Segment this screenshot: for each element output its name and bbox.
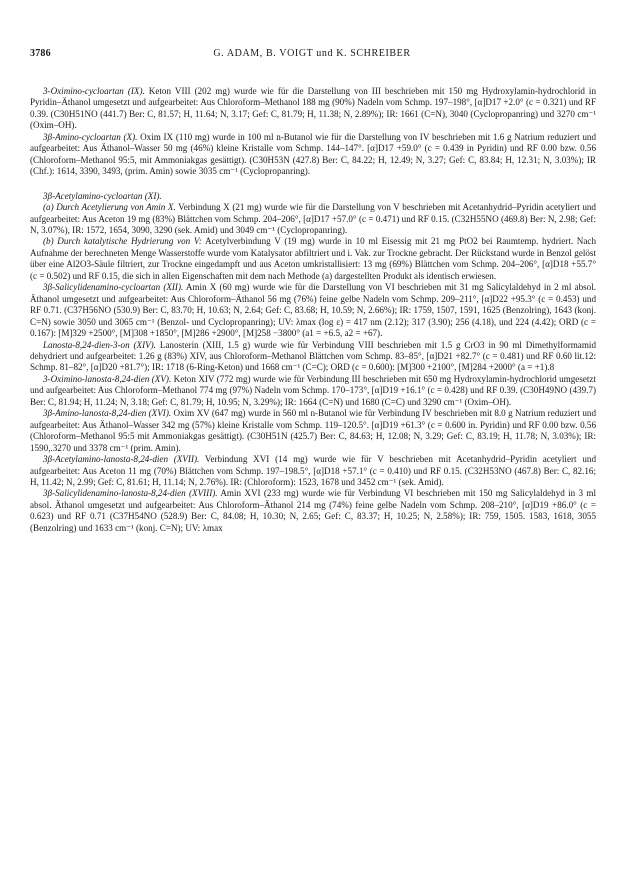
paragraph-text: Oxim IX (110 mg) wurde in 100 ml n-Butanol wie für die Darstellung von IV beschrieben mit 1.6 g Natrium reduziert und aufgearbeitet: Aus Äthanol–Wasser 50 mg (46%) kleine Kristalle vom Schmp. 144–147°. [α]D17 +59.0° (c = 0.439 in Pyridin) und RF 0.00 bzw. 0.56 (Chloroform–Methanol 95:5, mit Ammoniakgas gesättigt). (C30H53N (427.8) Ber: C, 84.22; H, 12.49; N, 3.27; Gef: C, 83.84; H, 12.31; N, 3.03%); IR (Chf.): 1614, 3390, 3493, (prim. Amin) sowie 3035 cm⁻¹ (Cyclopropanring). [30,131,596,177]
paragraph-text: Verbindung XVI (14 mg) wurde wie für V beschrieben mit Acetanhydrid–Pyridin acetyliert und aufgearbeitet: Aus Aceton 11 mg (70%) Blättchen vom Schmp. 197–198.5°, [α]D18 +57.1° (c = 0.410) und RF 0.15. (C32H53NO (467.8) Ber: C, 82.16; H, 11.42; N, 2.99; Gef: C, 81.61; H, 11.14; N, 2.76%). IR: (Chloroform): 1523, 1678 und 3452 cm⁻¹ (sek. Amid). [30,454,596,487]
method-heading: (a) Durch Acetylierung von Amin X. [43,202,176,213]
compound-heading: 3-Oximino-lanosta-8,24-dien (XV). [43,373,172,384]
paragraph-salicylidenamino-lanostadien [30,488,596,534]
paragraph-text: Amin XVI (233 mg) wurde wie für Verbindung VI beschrieben mit 150 mg Salicylaldehyd in 3 ml absol. Äthanol umgesetzt und aufgearbeitet: Aus Chloroform–Äthanol 214 mg (74%) feine gelbe Nadeln vom Schmp. 208–210°, [α]D19 +86.0° (c = 0.623) und RF 0.71 (C37H54NO (528.9) Ber: C, 84.08; H, 10.30; N, 2.65; Gef: C, 83.37; H, 10.25; N, 2.58%); IR: 759, 1505. 1583, 1618, 3055 (Benzolring) und 1633 cm⁻¹ (konj. C=N); UV: λmax [30,488,596,533]
paragraph-text: Keton VIII (202 mg) wurde wie für die Darstellung von III beschrieben mit 150 mg Hydroxylamin-hydrochlorid in Pyridin–Äthanol umgesetzt und aufgearbeitet: Aus Chloroform–Methanol 188 mg (90%) Nadeln vom Schmp. 197–198°, [α]D17 +2.0° (c = 0.321) und RF 0.39. (C30H51NO (441.7) Ber: C, 81.57; H, 11.64; N, 3.17; Gef: C, 81.79; H, 11.38; N, 2.89%); IR: 1661 (C=N), 3040 (Cyclopropanring) und 3270 cm⁻¹ (Oxim–OH). [30,86,597,131]
paragraph-oximino-cycloartan [30,86,596,132]
compound-heading: Lanosta-8,24-dien-3-on (XIV). [43,339,156,350]
compound-heading: 3-Oximino-cycloartan (IX). [43,86,145,96]
paragraph-acetylamino-cycloartan [30,191,596,202]
compound-heading: 3β-Acetylamino-cycloartan (XI). [43,190,162,201]
paragraph-text: Acetylverbindung V (19 mg) wurde in 10 ml Eisessig mit 21 mg PtO2 bei Raumtemp. hydriert. Nach Aufnahme der berechneten Menge Wasserstoffe wurde vom Katalysator abfiltriert und i. Vak. zur Trockne gebracht. Der Rückstand wurde in Benzol gelöst über eine Al2O3-Säule filtriert, zur Trockne eingedampft und aus Aceton umkristallisiert: 13 mg (69%) Blättchen vom Schmp. 204–206°, [α]D18 +55.7° (c = 0.502) und RF 0.15, die sich in allen Eigenschaften mit dem nach Methode (a) dargestellten Produkt als identisch erwiesen. [30,236,596,281]
paragraph-lanostadienone [30,340,596,374]
paragraph-text: Lanosterin (XIII, 1.5 g) wurde wie für Verbindung VIII beschrieben mit 1.5 g CrO3 in 90 ml Dimethylformamid dehydriert und aufgearbeitet: 1.26 g (83%) XIV, aus Chloroform–Methanol Blättchen vom Schmp. 83–85°, [α]D21 +82.7° (c = 0.481) und RF 0.60 lit.12: Schmp. 81–82°, [α]D20 +81.7°); IR: 1718 (6-Ring-Keton) und 1668 cm⁻¹ (C=C); ORD (c = 0.600): [M]300 +2100°, [M]284 +2000° (a = +1).8 [30,339,596,373]
running-title: G. ADAM, B. VOIGT und K. SCHREIBER [213,48,411,59]
page-body [30,86,596,534]
paragraph-acetylamino-lanostadien [30,454,596,488]
paragraph-method-b [30,236,596,282]
paragraph-method-a [30,202,596,236]
page-header [30,48,594,62]
compound-heading: 3β-Salicylidenamino-lanosta-8,24-dien (XVIII). [43,488,218,499]
paragraph-text: Verbindung X (21 mg) wurde wie für die Darstellung von V beschrieben mit Acetanhydrid–Pyridin acetyliert und aufgearbeitet: Aus Aceton 19 mg (83%) Blättchen vom Schmp. 204–206°, [α]D17 +57.0° (c = 0.471) und RF 0.15. (C32H55NO (469.8) Ber: N, 2.98; Gef: N, 3.07%), IR: 1572, 1654, 3090, 3290 (sek. Amid) und 3049 cm⁻¹ (Cyclopropanring). [30,202,596,235]
compound-heading: 3β-Amino-lanosta-8,24-dien (XVI). [43,408,172,419]
paragraph-oximino-lanostadien [30,374,596,408]
page-number: 3786 [30,48,51,59]
compound-heading: 3β-Amino-cycloartan (X). [43,131,138,142]
compound-heading: 3β-Salicylidenamino-cycloartan (XII). [43,282,184,293]
paragraph-text: Amin X (60 mg) wurde wie für die Darstellung von VI beschrieben mit 31 mg Salicylaldehyd in 2 ml absol. Äthanol umgesetzt und aufgearbeitet: Aus Chloroform–Äthanol 56 mg (76%) feine gelbe Nadeln vom Schmp. 209–211°, [α]D22 +95.3° (c = 0.453) und RF 0.71. (C37H56NO (530.9) Ber: C, 83.70; H, 10.63; N, 2.64; Gef: C, 83.68; H, 10.59; N, 2.66%); IR: 1759, 1507, 1591, 1625 (Benzolring), 1643 (konj. C=N) sowie 3050 und 3065 cm⁻¹ (Benzol- und Cyclopropanring); UV: λmax (log ε) = 417 nm (2.12); 317 (3.90); 256 (4.18), und 224 (4.42); ORD (c = 0.167): [M]329 +2500°, [M]308 +1850°, [M]286 +2900°, [M]258 −3800° (a1 = +6.5, a2 = +67). [30,282,596,339]
paragraph-text: Oxim XV (647 mg) wurde in 560 ml n-Butanol wie für Verbindung IV beschrieben mit 8.0 g Natrium reduziert und aufgearbeitet: Aus Äthanol–Wasser 342 mg (57%) kleine Kristalle vom Schmp. 119–120.5°. [α]D19 +61.3° (c = 0.600 in. Pyridin) und RF 0.00 bzw. 0.56 (Chloroform–Methanol 95:5 mit Ammoniakgas gesättigt). (C30H51N (425.7) Ber: C, 84.63; H, 12.08; N, 3.29; Gef: C, 83.19; H, 11.78; N, 3.03%); IR: 1590,.3270 und 3378 cm⁻¹ (prim. Amin). [30,408,596,453]
paragraph-text: Keton XIV (772 mg) wurde wie für Verbindung III beschrieben mit 650 mg Hydroxylamin-hydrochlorid umgesetzt und aufgearbeitet: Aus Chloroform–Methanol 774 mg (97%) Nadeln vom Schmp. 170–173°, [α]D19 +16.1° (c = 0.428) und RF 0.39. (C30H49NO (439.7) Ber: C, 81.94; H, 11.24; N, 3.18; Gef: C, 81.79; H, 10.95; N, 3.29%); IR: 1664 (C=N) und 1680 (C=C) und 3290 cm⁻¹ (Oxim–OH). [30,373,596,407]
paragraph-salicylidenamino-cycloartan [30,282,596,339]
paragraph-amino-lanostadien [30,408,596,454]
paragraph-amino-cycloartan [30,132,596,178]
method-heading: (b) Durch katalytische Hydrierung von V: [43,236,202,247]
section-gap [30,178,596,191]
compound-heading: 3β-Acetylamino-lanosta-8,24-dien (XVII). [43,454,200,465]
